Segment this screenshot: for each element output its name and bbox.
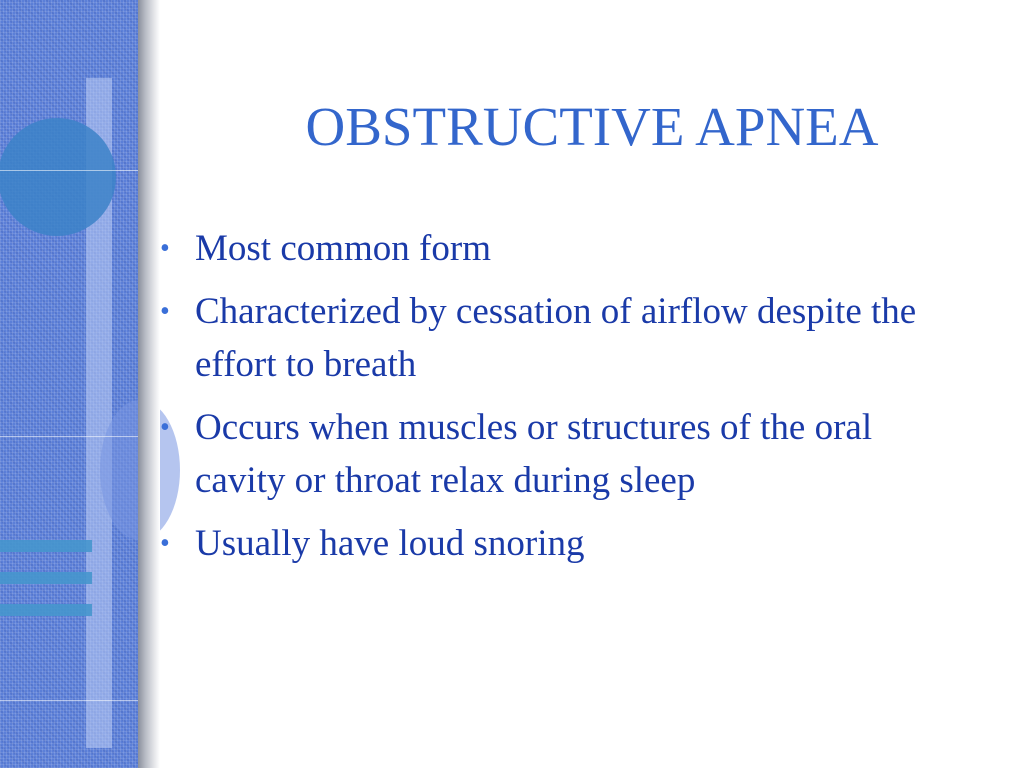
panel-line [0, 700, 138, 701]
panel-circle [0, 118, 116, 236]
bullet-text: Usually have loud snoring [195, 523, 585, 564]
bullet-item [160, 285, 960, 391]
bullet-marker: • [160, 412, 170, 443]
panel-bar [0, 604, 92, 616]
bullet-item [160, 222, 960, 275]
bullet-marker: • [160, 296, 170, 327]
bullet-text: Occurs when muscles or structures of the oral cavity or throat relax during sleep [195, 407, 873, 501]
panel-shadow [138, 0, 160, 768]
bullet-text: Characterized by cessation of airflow despite the effort to breath [195, 291, 917, 385]
panel-bar [0, 540, 92, 552]
slide-title: OBSTRUCTIVE APNEA [305, 96, 879, 157]
bullet-list [160, 222, 960, 580]
decorative-side-panel [0, 0, 138, 768]
bullet-marker: • [160, 528, 170, 559]
bullet-text: Most common form [195, 228, 491, 269]
panel-line [0, 170, 138, 171]
bullet-item [160, 401, 960, 507]
panel-line [0, 436, 138, 437]
bullet-marker: • [160, 233, 170, 264]
bullet-item [160, 517, 960, 570]
panel-bar [0, 572, 92, 584]
